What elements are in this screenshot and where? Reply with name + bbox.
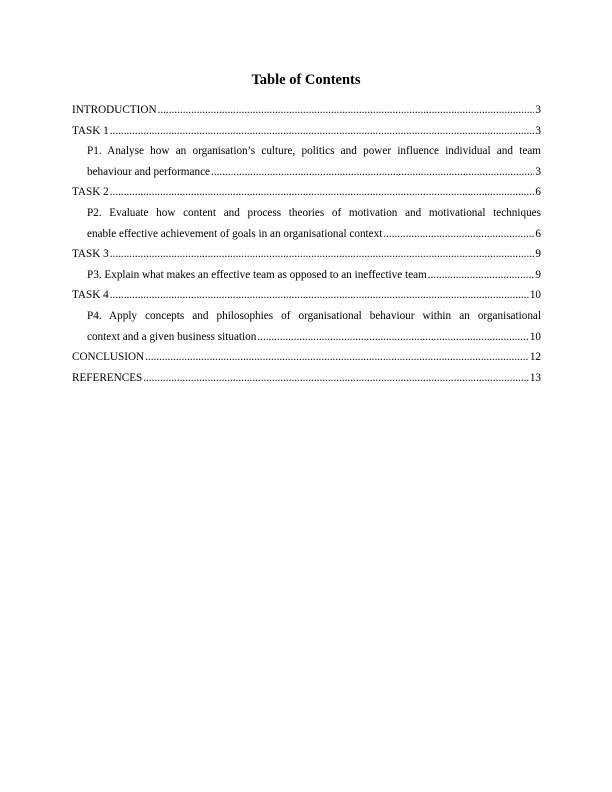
dot-leader — [110, 121, 535, 142]
dot-leader — [211, 162, 534, 183]
toc-page-number: 3 — [535, 104, 541, 116]
toc-entry-task-1[interactable] — [72, 121, 541, 142]
toc-entry-label-line-2: enable effective achievement of goals in an organisational context — [87, 227, 383, 240]
dot-leader — [110, 244, 535, 265]
dot-leader — [110, 285, 529, 306]
toc-entry-label: REFERENCES — [72, 371, 143, 384]
dot-leader — [257, 327, 528, 348]
toc-entry-task-3[interactable] — [72, 244, 541, 265]
dot-leader — [145, 347, 529, 368]
toc-page-number: 3 — [535, 165, 541, 178]
toc-entry-task-4[interactable] — [72, 285, 541, 306]
toc-entry-p2[interactable] — [72, 203, 541, 244]
toc-page-number: 6 — [535, 186, 541, 199]
toc-entry-references[interactable] — [72, 368, 541, 389]
toc-page-number: 9 — [535, 268, 541, 281]
toc-entry-label: TASK 3 — [72, 248, 109, 261]
toc-entry-label-line-2: behaviour and performance — [87, 165, 211, 178]
toc-entry-label: TASK 1 — [72, 124, 109, 137]
toc-entry-label: TASK 2 — [72, 186, 109, 199]
toc-entry-introduction[interactable] — [72, 100, 541, 121]
dot-leader — [428, 265, 535, 286]
toc-entry-p4[interactable] — [72, 306, 541, 347]
table-of-contents — [72, 100, 541, 388]
toc-entry-label: TASK 4 — [72, 289, 109, 302]
toc-entry-label: INTRODUCTION — [72, 104, 157, 116]
toc-title: Table of Contents — [251, 72, 361, 88]
toc-entry-label: CONCLUSION — [72, 351, 145, 364]
dot-leader — [143, 368, 529, 389]
toc-entry-label-line-2: context and a given business situation — [87, 330, 257, 343]
toc-page-number: 13 — [529, 371, 541, 384]
toc-page-number: 12 — [529, 351, 541, 364]
toc-entry-label-line-1: P4. Apply concepts and philosophies of organisational behaviour within an organisational — [87, 309, 541, 322]
dot-leader — [110, 182, 535, 203]
toc-entry-p3[interactable] — [72, 265, 541, 286]
toc-entry-conclusion[interactable] — [72, 347, 541, 368]
toc-entry-label: P3. Explain what makes an effective team as opposed to an ineffective team — [87, 268, 427, 281]
toc-page-number: 3 — [535, 124, 541, 137]
toc-page-number: 10 — [529, 330, 541, 343]
toc-entry-label-line-1: P1. Analyse how an organisation’s culture, politics and power influence individual and team — [87, 145, 541, 158]
toc-page-number: 9 — [535, 248, 541, 261]
dot-leader — [158, 100, 535, 121]
toc-page-number: 6 — [535, 227, 541, 240]
toc-page-number: 10 — [529, 289, 541, 302]
toc-entry-task-2[interactable] — [72, 182, 541, 203]
toc-entry-label-line-1: P2. Evaluate how content and process theories of motivation and motivational techniques — [87, 206, 541, 219]
toc-entry-p1[interactable] — [72, 141, 541, 182]
dot-leader — [383, 224, 534, 245]
